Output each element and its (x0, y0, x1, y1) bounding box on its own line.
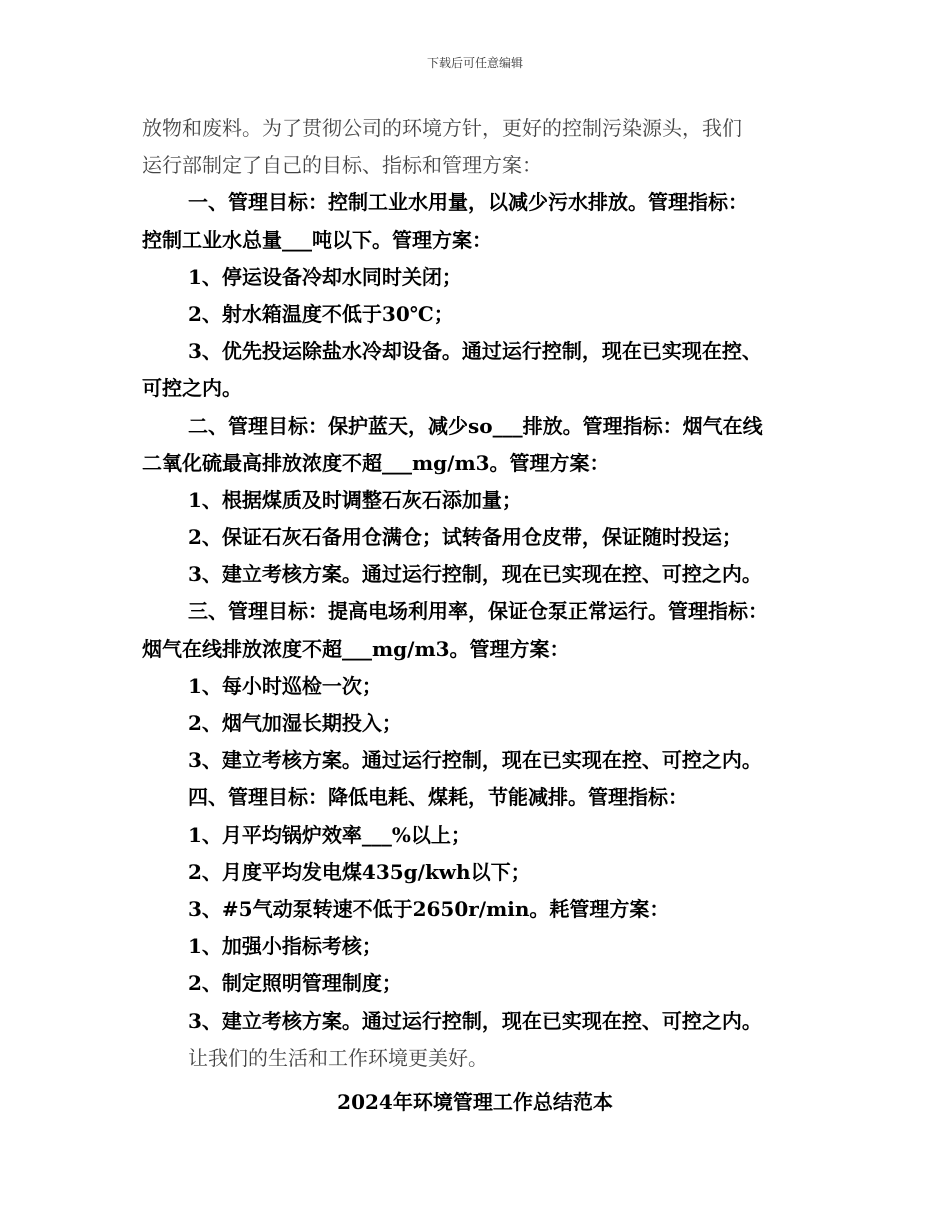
paragraph-line: 运行部制定了自己的目标、指标和管理方案： (142, 153, 542, 178)
goal-heading-1: 一、管理目标：控制工业水用量，以减少污水排放。管理指标： (188, 190, 748, 215)
document-body (142, 110, 832, 1077)
paragraph-line: 可控之内。 (142, 376, 242, 401)
paragraph-line: 烟气在线排放浓度不超___mg/m3。管理方案： (142, 636, 570, 661)
paragraph-line: 控制工业水总量___吨以下。管理方案： (142, 227, 492, 252)
list-item: 3、建立考核方案。通过运行控制，现在已实现在控、可控之内。 (188, 748, 762, 773)
list-item: 3、#5气动泵转速不低于2650r/min。耗管理方案： (188, 896, 670, 921)
list-item: 2、制定照明管理制度； (188, 971, 402, 996)
goal-heading-3: 三、管理目标：提高电场利用率，保证仓泵正常运行。管理指标： (188, 599, 768, 624)
list-item: 3、建立考核方案。通过运行控制，现在已实现在控、可控之内。 (188, 1008, 762, 1033)
list-item: 3、建立考核方案。通过运行控制，现在已实现在控、可控之内。 (188, 562, 762, 587)
list-item: 2、保证石灰石备用仓满仓；试转备用仓皮带，保证随时投运； (188, 525, 742, 550)
goal-heading-4: 四、管理目标：降低电耗、煤耗，节能减排。管理指标： (188, 785, 688, 810)
list-item: 2、月度平均发电煤435g/kwh以下； (188, 859, 531, 884)
list-item: 1、每小时巡检一次； (188, 673, 382, 698)
list-item: 1、停运设备冷却水同时关闭； (188, 264, 462, 289)
closing-line: 让我们的生活和工作环境更美好。 (188, 1045, 488, 1070)
paragraph-line: 放物和废料。为了贯彻公司的环境方针，更好的控制污染源头，我们 (142, 116, 742, 140)
list-item: 1、根据煤质及时调整石灰石添加量； (188, 487, 522, 512)
paragraph-line: 二氧化硫最高排放浓度不超___mg/m3。管理方案： (142, 450, 610, 475)
goal-heading-2: 二、管理目标：保护蓝天，减少so___排放。管理指标：烟气在线 (188, 413, 763, 438)
list-item: 3、优先投运除盐水冷却设备。通过运行控制，现在已实现在控、 (188, 339, 762, 364)
list-item: 2、烟气加湿长期投入； (188, 711, 402, 735)
list-item: 1、加强小指标考核； (188, 934, 382, 959)
section-title: 2024年环境管理工作总结范本 (337, 1090, 613, 1114)
list-item: 2、射水箱温度不低于30℃； (188, 301, 454, 326)
list-item: 1、月平均锅炉效率___%以上； (188, 822, 471, 847)
page-header: 下载后可任意编辑 (426, 56, 523, 70)
